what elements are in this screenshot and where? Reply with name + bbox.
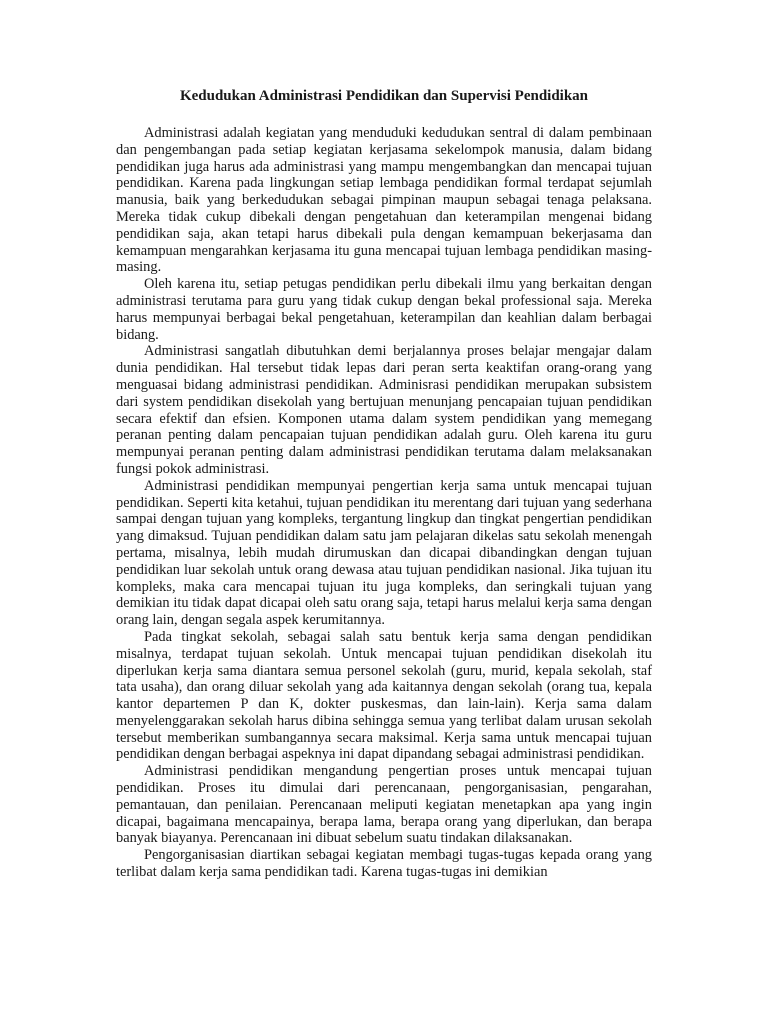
paragraph-6: Administrasi pendidikan mengandung pengertian proses untuk mencapai tujuan pendidikan. Proses itu dimulai dari perencanaan, pengorganisasian, pengarahan, pemantauan, dan penilaian. Perencanaan meliputi kegiatan menetapkan apa yang ingin dicapai, bagaimana mencapainya, berapa lama, berapa orang yang diperlukan, dan berapa banyak biayanya. Perencanaan ini dibuat sebelum suatu tindakan dilaksanakan. [116,763,652,847]
paragraph-7: Pengorganisasian diartikan sebagai kegiatan membagi tugas-tugas kepada orang yang terlibat dalam kerja sama pendidikan tadi. Karena tugas-tugas ini demikian [116,847,652,881]
document-body [116,125,652,881]
document-title: Kedudukan Administrasi Pendidikan dan Supervisi Pendidikan [179,88,589,104]
paragraph-1: Administrasi adalah kegiatan yang menduduki kedudukan sentral di dalam pembinaan dan pengembangan pada setiap kegiatan kerjasama sekelompok manusia, dalam bidang pendidikan juga harus ada administrasi yang mampu mengembangkan dan mencapai tujuan pendidikan. Karena pada lingkungan setiap lembaga pendidikan formal terdapat sejumlah manusia, baik yang berkedudukan sebagai pimpinan maupun sebagai tenaga pelaksana. Mereka tidak cukup dibekali dengan pengetahuan dan keterampilan mengenai bidang pendidikan saja, akan tetapi harus dibekali pula dengan kemampuan bekerjasama dan kemampuan mengarahkan kerjasama itu guna mencapai tujuan lembaga pendidikan masing-masing. [116,125,652,276]
paragraph-3: Administrasi sangatlah dibutuhkan demi berjalannya proses belajar mengajar dalam dunia pendidikan. Hal tersebut tidak lepas dari peran serta keaktifan orang-orang yang menguasai bidang administrasi pendidikan. Adminisrasi pendidikan merupakan subsistem dari system pendidikan disekolah yang bertujuan menunjang pencapaian tujuan pendidikan secara efektif dan efsien. Komponen utama dalam system pendidikan yang memegang peranan penting dalam pencapaian tujuan pendidikan adalah guru. Oleh karena itu guru mempunyai peranan penting dalam administrasi pendidikan terutama dalam melaksanakan fungsi pokok administrasi. [116,343,652,477]
paragraph-5: Pada tingkat sekolah, sebagai salah satu bentuk kerja sama dengan pendidikan misalnya, terdapat tujuan sekolah. Untuk mencapai tujuan pendidikan disekolah itu diperlukan kerja sama diantara semua personel sekolah (guru, murid, kepala sekolah, staf tata usaha), dan orang diluar sekolah yang ada kaitannya dengan sekolah (orang tua, kepala kantor departemen P dan K, dokter puskesmas, dan lain-lain). Kerja sama dalam menyelenggarakan sekolah harus dibina sehingga semua yang terlibat dalam urusan sekolah tersebut memberikan sumbangannya secara maksimal. Kerja sama untuk mencapai tujuan pendidikan dengan berbagai aspeknya ini dapat dipandang sebagai administrasi pendidikan. [116,628,652,763]
paragraph-4: Administrasi pendidikan mempunyai pengertian kerja sama untuk mencapai tujuan pendidikan. Seperti kita ketahui, tujuan pendidikan itu merentang dari tujuan yang sederhana sampai dengan tujuan yang kompleks, tergantung lingkup dan tingkat pengertian pendidikan yang dimaksud. Tujuan pendidikan dalam satu jam pelajaran dikelas satu sekolah menengah pertama, misalnya, lebih mudah dirumuskan dan dicapai dibandingkan dengan tujuan pendidikan luar sekolah untuk orang dewasa atau tujuan pendidikan nasional. Jika tujuan itu kompleks, maka cara mencapai tujuan itu juga kompleks, dan seringkali tujuan yang demikian itu tidak dapat dicapai oleh satu orang saja, tetapi harus melalui kerja sama dengan orang lain, dengan segala aspek kerumitannya. [116,477,652,629]
paragraph-2: Oleh karena itu, setiap petugas pendidikan perlu dibekali ilmu yang berkaitan dengan administrasi terutama para guru yang tidak cukup dengan bekal professional saja. Mereka harus mempunyai berbagai bekal pengetahuan, keterampilan dan keahlian dalam berbagai bidang. [116,276,652,343]
document-page [116,88,652,881]
